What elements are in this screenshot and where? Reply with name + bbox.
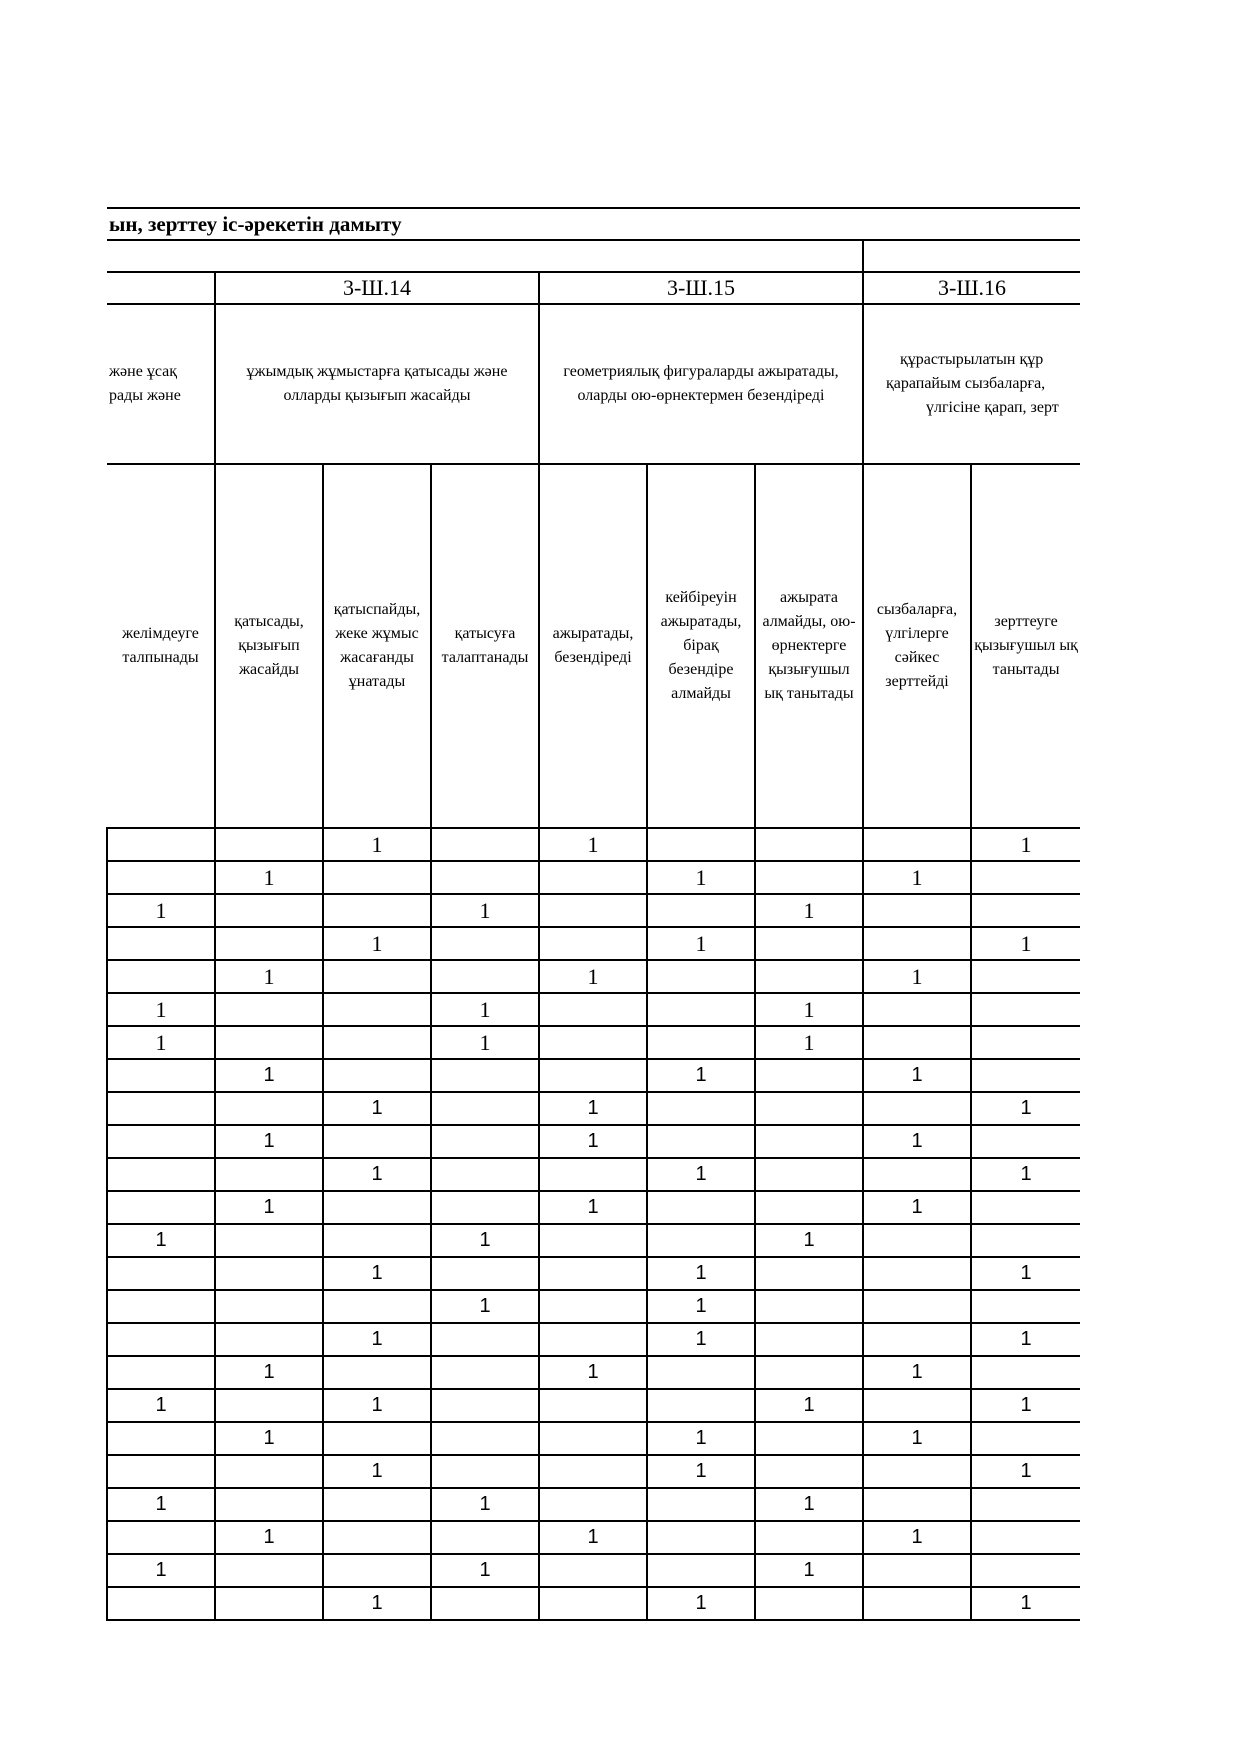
table-cell bbox=[539, 1455, 647, 1488]
table-cell bbox=[107, 1521, 215, 1554]
table-row bbox=[107, 1422, 1080, 1455]
table-cell bbox=[647, 1389, 755, 1422]
criteria-cell: зерттеуге қызығушыл ық танытады bbox=[971, 464, 1080, 828]
table-cell bbox=[971, 894, 1080, 927]
table-cell bbox=[323, 1554, 431, 1587]
table-cell bbox=[647, 828, 755, 861]
table-cell: 1 bbox=[647, 1323, 755, 1356]
table-cell: 1 bbox=[215, 1191, 323, 1224]
table-cell: 1 bbox=[971, 1092, 1080, 1125]
table-cell bbox=[863, 1224, 971, 1257]
table-cell: 1 bbox=[215, 960, 323, 993]
table-cell bbox=[647, 1224, 755, 1257]
table-cell bbox=[971, 1224, 1080, 1257]
table-cell bbox=[971, 1521, 1080, 1554]
table-cell: 1 bbox=[539, 828, 647, 861]
table-cell bbox=[323, 1191, 431, 1224]
table-cell: 1 bbox=[863, 1521, 971, 1554]
table-cell: 1 bbox=[431, 1290, 539, 1323]
table-cell bbox=[431, 1521, 539, 1554]
table-cell bbox=[971, 1191, 1080, 1224]
table-cell: 1 bbox=[647, 1587, 755, 1620]
description-row bbox=[107, 304, 1080, 464]
table-cell: 1 bbox=[323, 1257, 431, 1290]
table-cell bbox=[647, 1521, 755, 1554]
table-cell bbox=[107, 1422, 215, 1455]
table-cell bbox=[539, 1290, 647, 1323]
table-cell bbox=[431, 1257, 539, 1290]
table-cell bbox=[863, 1323, 971, 1356]
table-cell bbox=[755, 1356, 863, 1389]
code-cell-3-sh-16: 3-Ш.16 bbox=[863, 272, 1080, 304]
table-cell bbox=[431, 1389, 539, 1422]
table-cell bbox=[755, 1422, 863, 1455]
table-cell bbox=[539, 1554, 647, 1587]
table-cell: 1 bbox=[863, 1356, 971, 1389]
table-cell bbox=[107, 1290, 215, 1323]
table-cell: 1 bbox=[647, 1290, 755, 1323]
table-cell: 1 bbox=[971, 1389, 1080, 1422]
table-cell: 1 bbox=[971, 1257, 1080, 1290]
table-row bbox=[107, 1059, 1080, 1092]
criteria-row bbox=[107, 464, 1080, 828]
table-cell: 1 bbox=[107, 1224, 215, 1257]
table-row bbox=[107, 1455, 1080, 1488]
table-cell bbox=[647, 894, 755, 927]
table-cell bbox=[863, 927, 971, 960]
table-cell: 1 bbox=[755, 1224, 863, 1257]
section-title: ын, зерттеу іс-әрекетін дамыту bbox=[107, 208, 1080, 240]
table-cell bbox=[539, 1158, 647, 1191]
table-cell bbox=[755, 927, 863, 960]
table-row bbox=[107, 894, 1080, 927]
table-cell bbox=[107, 1356, 215, 1389]
table-cell bbox=[215, 1290, 323, 1323]
criteria-cell: қатыспайды, жеке жұмыс жасағанды ұнатады bbox=[323, 464, 431, 828]
table-cell bbox=[215, 927, 323, 960]
table-row bbox=[107, 1290, 1080, 1323]
blank-header-cell bbox=[107, 240, 863, 272]
title-row bbox=[107, 208, 1080, 240]
table-cell bbox=[539, 1026, 647, 1059]
table-cell bbox=[431, 1158, 539, 1191]
table-cell bbox=[323, 1125, 431, 1158]
table-cell bbox=[539, 1422, 647, 1455]
table-row bbox=[107, 1554, 1080, 1587]
table-cell: 1 bbox=[215, 1059, 323, 1092]
table-cell: 1 bbox=[971, 828, 1080, 861]
table-cell: 1 bbox=[215, 1356, 323, 1389]
table-cell: 1 bbox=[647, 1422, 755, 1455]
table-cell bbox=[215, 1158, 323, 1191]
table-cell bbox=[755, 1521, 863, 1554]
table-cell bbox=[539, 1587, 647, 1620]
table-cell bbox=[539, 1059, 647, 1092]
table-cell bbox=[431, 927, 539, 960]
criteria-cell: кейбіреуін ажыратады, бірақ безендіре алмайды bbox=[647, 464, 755, 828]
table-cell: 1 bbox=[971, 1158, 1080, 1191]
table-row bbox=[107, 1092, 1080, 1125]
table-cell bbox=[971, 861, 1080, 894]
table-cell bbox=[863, 1389, 971, 1422]
criteria-cell: ажырата алмайды, ою-өрнектерге қызығушыл ық танытады bbox=[755, 464, 863, 828]
table-cell bbox=[971, 993, 1080, 1026]
table-cell bbox=[755, 1125, 863, 1158]
table-cell bbox=[755, 1290, 863, 1323]
table-cell bbox=[755, 1455, 863, 1488]
table-cell bbox=[971, 1356, 1080, 1389]
table-cell bbox=[539, 1323, 647, 1356]
table-cell bbox=[323, 894, 431, 927]
table-cell bbox=[755, 861, 863, 894]
table-cell: 1 bbox=[755, 894, 863, 927]
table-cell bbox=[755, 1323, 863, 1356]
table-cell: 1 bbox=[863, 1125, 971, 1158]
table-cell bbox=[215, 1026, 323, 1059]
table-cell bbox=[431, 1092, 539, 1125]
table-cell bbox=[971, 960, 1080, 993]
table-cell bbox=[323, 993, 431, 1026]
table-cell bbox=[863, 1092, 971, 1125]
table-cell: 1 bbox=[323, 1455, 431, 1488]
table-cell bbox=[971, 1026, 1080, 1059]
table-cell bbox=[647, 1191, 755, 1224]
table-cell bbox=[215, 1224, 323, 1257]
table-cell bbox=[107, 927, 215, 960]
table-row bbox=[107, 1389, 1080, 1422]
table-row bbox=[107, 1356, 1080, 1389]
table-cell bbox=[755, 1158, 863, 1191]
table-cell: 1 bbox=[323, 1389, 431, 1422]
table-cell: 1 bbox=[323, 927, 431, 960]
table-cell bbox=[431, 1323, 539, 1356]
criteria-cell: қатысуға талаптанады bbox=[431, 464, 539, 828]
table-cell bbox=[863, 1026, 971, 1059]
table-cell bbox=[215, 1554, 323, 1587]
table-cell bbox=[647, 960, 755, 993]
table-cell bbox=[539, 861, 647, 894]
table-cell bbox=[971, 1488, 1080, 1521]
table-cell: 1 bbox=[755, 1554, 863, 1587]
table-cell: 1 bbox=[107, 894, 215, 927]
blank-header-row bbox=[107, 240, 1080, 272]
table-row bbox=[107, 828, 1080, 861]
criteria-cell: қатысады, қызығып жасайды bbox=[215, 464, 323, 828]
table-cell bbox=[431, 1422, 539, 1455]
table-cell bbox=[323, 1059, 431, 1092]
assessment-table bbox=[106, 207, 1080, 1621]
table-cell bbox=[215, 1257, 323, 1290]
table-cell bbox=[107, 828, 215, 861]
table-cell bbox=[323, 1290, 431, 1323]
criteria-cell: ажыратады, безендіреді bbox=[539, 464, 647, 828]
table-cell bbox=[323, 1356, 431, 1389]
table-cell: 1 bbox=[647, 1158, 755, 1191]
table-cell: 1 bbox=[755, 1389, 863, 1422]
table-cell bbox=[215, 1587, 323, 1620]
table-cell bbox=[863, 894, 971, 927]
criteria-cell: сызбаларға, үлгілерге сәйкес зерттейді bbox=[863, 464, 971, 828]
table-cell bbox=[863, 993, 971, 1026]
table-cell bbox=[323, 1026, 431, 1059]
description-cell: геометриялық фигураларды ажыратады, оларды ою-өрнектермен безендіреді bbox=[539, 304, 863, 464]
code-cell bbox=[107, 272, 215, 304]
table-cell: 1 bbox=[971, 1587, 1080, 1620]
table-cell: 1 bbox=[971, 927, 1080, 960]
table-cell bbox=[971, 1125, 1080, 1158]
table-cell: 1 bbox=[755, 1026, 863, 1059]
assessment-sheet bbox=[106, 207, 1079, 1621]
table-cell bbox=[539, 993, 647, 1026]
table-cell bbox=[755, 1587, 863, 1620]
table-cell bbox=[539, 1257, 647, 1290]
table-cell: 1 bbox=[215, 1521, 323, 1554]
code-cell-3-sh-15: 3-Ш.15 bbox=[539, 272, 863, 304]
table-cell bbox=[431, 1356, 539, 1389]
table-cell: 1 bbox=[647, 1257, 755, 1290]
table-cell bbox=[647, 1125, 755, 1158]
table-row bbox=[107, 1125, 1080, 1158]
table-cell bbox=[755, 1257, 863, 1290]
table-cell bbox=[431, 828, 539, 861]
table-cell: 1 bbox=[539, 1092, 647, 1125]
table-cell bbox=[215, 1488, 323, 1521]
table-cell bbox=[431, 960, 539, 993]
table-cell: 1 bbox=[539, 1521, 647, 1554]
table-cell bbox=[539, 1224, 647, 1257]
table-cell bbox=[539, 894, 647, 927]
description-cell: және ұсақ рады және bbox=[107, 304, 215, 464]
table-cell bbox=[107, 1587, 215, 1620]
table-cell: 1 bbox=[323, 1158, 431, 1191]
table-cell bbox=[971, 1554, 1080, 1587]
table-cell bbox=[215, 894, 323, 927]
table-cell: 1 bbox=[107, 993, 215, 1026]
table-cell bbox=[863, 1290, 971, 1323]
table-cell bbox=[215, 828, 323, 861]
table-cell: 1 bbox=[539, 1356, 647, 1389]
table-cell bbox=[215, 1455, 323, 1488]
table-cell bbox=[431, 1059, 539, 1092]
table-cell: 1 bbox=[107, 1389, 215, 1422]
table-cell: 1 bbox=[755, 993, 863, 1026]
table-cell: 1 bbox=[755, 1488, 863, 1521]
table-cell bbox=[755, 1191, 863, 1224]
table-cell bbox=[863, 1587, 971, 1620]
table-row bbox=[107, 993, 1080, 1026]
table-cell: 1 bbox=[323, 828, 431, 861]
table-cell bbox=[647, 1092, 755, 1125]
table-cell: 1 bbox=[863, 1059, 971, 1092]
table-cell bbox=[215, 1092, 323, 1125]
table-cell bbox=[755, 1092, 863, 1125]
table-cell: 1 bbox=[539, 960, 647, 993]
table-cell: 1 bbox=[863, 861, 971, 894]
table-cell bbox=[107, 1059, 215, 1092]
code-row bbox=[107, 272, 1080, 304]
table-row bbox=[107, 1026, 1080, 1059]
table-cell: 1 bbox=[431, 1554, 539, 1587]
table-cell bbox=[971, 1290, 1080, 1323]
table-cell bbox=[215, 1323, 323, 1356]
table-cell bbox=[107, 1323, 215, 1356]
table-cell: 1 bbox=[107, 1488, 215, 1521]
table-cell bbox=[107, 960, 215, 993]
table-cell bbox=[863, 1158, 971, 1191]
table-cell bbox=[431, 1125, 539, 1158]
table-cell bbox=[863, 1257, 971, 1290]
table-cell bbox=[863, 828, 971, 861]
table-cell: 1 bbox=[647, 1059, 755, 1092]
table-cell: 1 bbox=[431, 993, 539, 1026]
table-cell: 1 bbox=[323, 1587, 431, 1620]
table-row bbox=[107, 1488, 1080, 1521]
table-row bbox=[107, 1587, 1080, 1620]
table-cell bbox=[539, 1389, 647, 1422]
table-cell bbox=[863, 1554, 971, 1587]
table-cell bbox=[971, 1059, 1080, 1092]
description-cell: құрастырылатын құр қарапайым сызбаларға, үлгісіне қарап, зерт bbox=[863, 304, 1080, 464]
table-cell bbox=[863, 1455, 971, 1488]
table-cell bbox=[431, 1587, 539, 1620]
table-cell: 1 bbox=[971, 1323, 1080, 1356]
table-cell bbox=[323, 1224, 431, 1257]
table-cell bbox=[647, 993, 755, 1026]
table-row bbox=[107, 1323, 1080, 1356]
table-cell bbox=[323, 960, 431, 993]
table-cell bbox=[755, 1059, 863, 1092]
table-cell bbox=[215, 993, 323, 1026]
table-cell bbox=[107, 1092, 215, 1125]
blank-header-cell bbox=[863, 240, 1080, 272]
table-cell bbox=[431, 861, 539, 894]
table-cell: 1 bbox=[431, 1488, 539, 1521]
table-cell bbox=[647, 1554, 755, 1587]
table-row bbox=[107, 1158, 1080, 1191]
table-cell: 1 bbox=[431, 1224, 539, 1257]
table-cell bbox=[323, 1488, 431, 1521]
table-cell bbox=[755, 960, 863, 993]
table-cell bbox=[539, 1488, 647, 1521]
table-cell bbox=[107, 861, 215, 894]
table-cell bbox=[107, 1257, 215, 1290]
criteria-cell: желімдеуге талпынады bbox=[107, 464, 215, 828]
table-cell bbox=[863, 1488, 971, 1521]
table-row bbox=[107, 1521, 1080, 1554]
table-cell: 1 bbox=[647, 1455, 755, 1488]
table-cell: 1 bbox=[539, 1125, 647, 1158]
table-cell bbox=[539, 927, 647, 960]
table-row bbox=[107, 1191, 1080, 1224]
description-cell: ұжымдық жұмыстарға қатысады және олларды қызығып жасайды bbox=[215, 304, 539, 464]
table-cell bbox=[107, 1125, 215, 1158]
table-cell: 1 bbox=[863, 1191, 971, 1224]
table-cell: 1 bbox=[647, 861, 755, 894]
code-cell-3-sh-14: 3-Ш.14 bbox=[215, 272, 539, 304]
table-cell bbox=[107, 1455, 215, 1488]
table-row bbox=[107, 960, 1080, 993]
table-cell: 1 bbox=[863, 1422, 971, 1455]
table-cell: 1 bbox=[323, 1323, 431, 1356]
table-cell bbox=[107, 1158, 215, 1191]
table-cell: 1 bbox=[539, 1191, 647, 1224]
table-cell bbox=[647, 1026, 755, 1059]
table-cell bbox=[323, 861, 431, 894]
table-cell: 1 bbox=[647, 927, 755, 960]
table-cell: 1 bbox=[863, 960, 971, 993]
table-cell bbox=[755, 828, 863, 861]
table-cell: 1 bbox=[323, 1092, 431, 1125]
table-cell: 1 bbox=[431, 894, 539, 927]
table-cell: 1 bbox=[107, 1026, 215, 1059]
table-row bbox=[107, 861, 1080, 894]
table-cell: 1 bbox=[215, 1125, 323, 1158]
table-cell: 1 bbox=[971, 1455, 1080, 1488]
table-cell bbox=[323, 1422, 431, 1455]
table-cell: 1 bbox=[431, 1026, 539, 1059]
table-cell bbox=[971, 1422, 1080, 1455]
table-cell bbox=[431, 1191, 539, 1224]
table-cell: 1 bbox=[215, 1422, 323, 1455]
table-row bbox=[107, 1224, 1080, 1257]
table-cell bbox=[323, 1521, 431, 1554]
table-row bbox=[107, 927, 1080, 960]
table-cell bbox=[647, 1356, 755, 1389]
table-cell: 1 bbox=[215, 861, 323, 894]
table-cell bbox=[647, 1488, 755, 1521]
table-cell bbox=[431, 1455, 539, 1488]
table-cell: 1 bbox=[107, 1554, 215, 1587]
table-row bbox=[107, 1257, 1080, 1290]
table-cell bbox=[107, 1191, 215, 1224]
table-cell bbox=[215, 1389, 323, 1422]
